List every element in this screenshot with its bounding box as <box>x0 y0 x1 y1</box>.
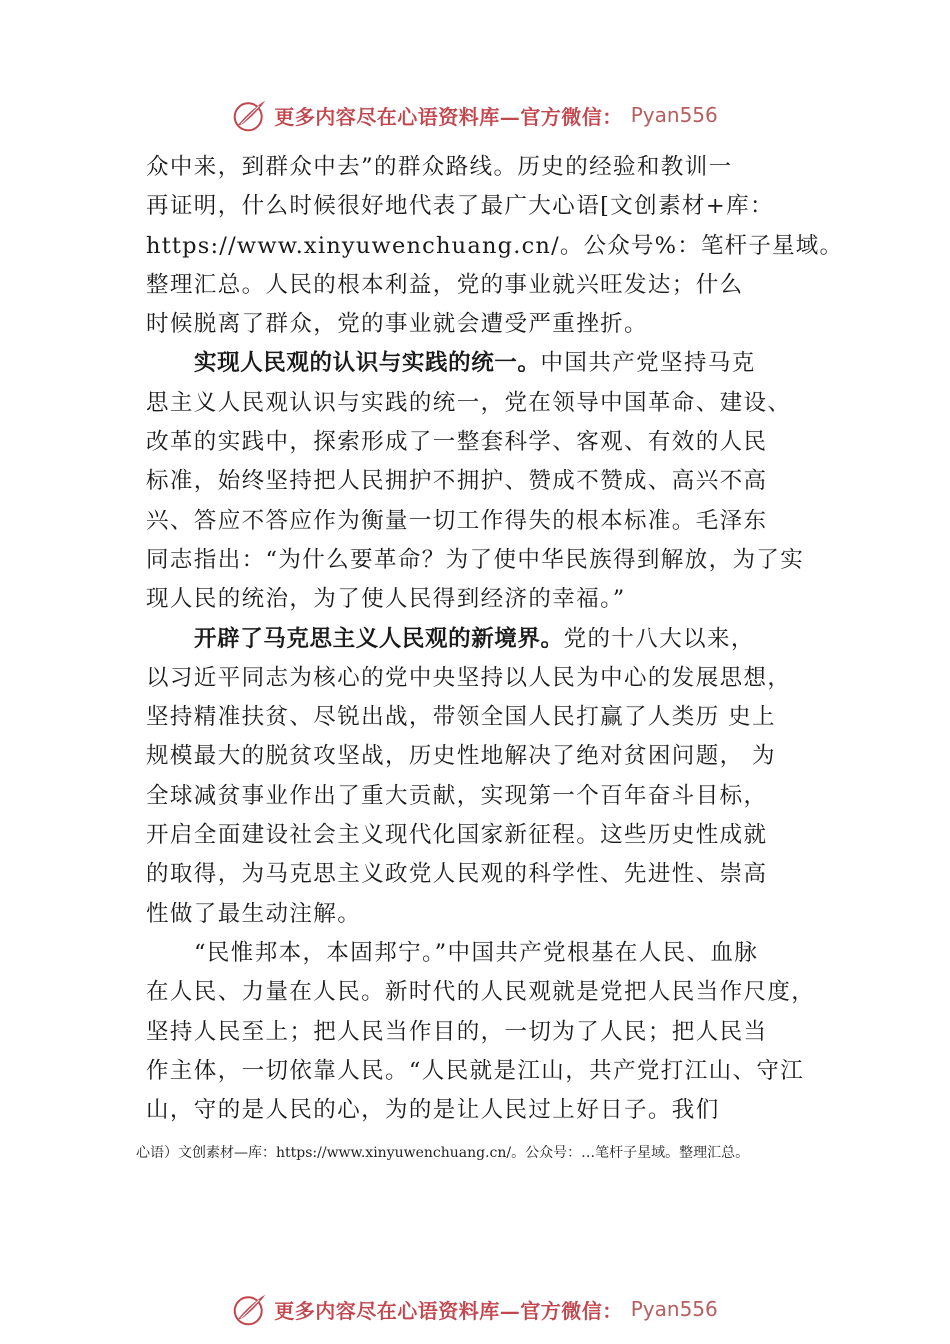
text-line: 思主义人民观认识与实践的统一，党在领导中国革命、建设、 <box>146 389 792 416</box>
text-line: 山，守的是人民的心，为的是让人民过上好日子。我们 <box>146 1097 720 1124</box>
section-3-heading: 开辟了马克思主义人民观的新境界。 <box>194 625 564 652</box>
text-line: 作主体，一切依靠人民。“人民就是江山，共产党打江山、守江 <box>146 1057 805 1084</box>
text-line: 性做了最生动注解。 <box>146 900 362 927</box>
feather-logo-icon <box>232 1291 268 1327</box>
text-line: 现人民的统治，为了使人民得到经济的幸福。” <box>146 586 626 613</box>
text-line: 时候脱离了群众，党的事业就会遭受严重挫折。 <box>146 311 648 338</box>
text-line: 标准，始终坚持把人民拥护不拥护、赞成不赞成、高兴不高 <box>146 468 768 495</box>
text-line: 的取得，为马克思主义政党人民观的科学性、先进性、崇高 <box>146 861 768 888</box>
text-line: 众中来，到群众中去”的群众路线。历史的经验和教训一 <box>146 154 733 180</box>
text-line: 坚持人民至上；把人民当作目的，一切为了人民；把人民当 <box>146 1018 768 1045</box>
text-line: 改革的实践中，探索形成了一整套科学、客观、有效的人民 <box>146 429 768 456</box>
section-3-first-line <box>146 620 846 659</box>
banner-text: 更多内容尽在心语资料库—官方微信： <box>274 1298 623 1323</box>
footer-note: 心语）文创素材—库：https://www.xinyuwenchuang.cn/。公众号：…笔杆子星域。整理汇总。 <box>136 1145 750 1161</box>
text-line: 以习近平同志为核心的党中央坚持以人民为中心的发展思想， <box>146 664 792 691</box>
banner-wechat-id: Pyan556 <box>630 1297 718 1321</box>
section-2-lead: 中国共产党坚持马克 <box>540 350 756 377</box>
text-line: 在人民、力量在人民。新时代的人民观就是党把人民当作尺度， <box>146 979 816 1006</box>
text-line: 再证明，什么时候很好地代表了最广大心语[文创素材+库： <box>146 193 774 220</box>
section-2-heading: 实现人民观的认识与实践的统一。 <box>194 350 541 377</box>
paragraph-4-first-line: “民惟邦本，本固邦宁。”中国共产党根基在人民、血脉 <box>194 939 759 966</box>
text-line: 规模最大的脱贫攻坚战，历史性地解决了绝对贫困问题， 为 <box>146 743 776 770</box>
text-line: https://www.xinyuwenchuang.cn/。公众号%：笔杆子星域。 <box>146 232 844 259</box>
text-line: 整理汇总。人民的根本利益，党的事业就兴旺发达；什么 <box>146 271 744 298</box>
text-line: 兴、答应不答应作为衡量一切工作得失的根本标准。毛泽东 <box>146 507 768 534</box>
document-body <box>146 148 846 1130</box>
header-banner <box>0 92 950 138</box>
section-2-first-line <box>146 344 846 383</box>
footer-banner <box>0 1286 950 1332</box>
text-line: 开启全面建设社会主义现代化国家新征程。这些历史性成就 <box>146 822 768 849</box>
banner-wechat-id: Pyan556 <box>630 103 718 127</box>
text-line: 同志指出：“为什么要革命？为了使中华民族得到解放，为了实 <box>146 546 805 573</box>
feather-logo-icon <box>232 97 268 133</box>
banner-text: 更多内容尽在心语资料库—官方微信： <box>274 104 623 129</box>
section-3-lead: 党的十八大以来， <box>563 625 755 652</box>
text-line: 全球减贫事业作出了重大贡献，实现第一个百年奋斗目标， <box>146 782 768 809</box>
text-line: 坚持精准扶贫、尽锐出战，带领全国人民打赢了人类历 史上 <box>146 704 776 731</box>
